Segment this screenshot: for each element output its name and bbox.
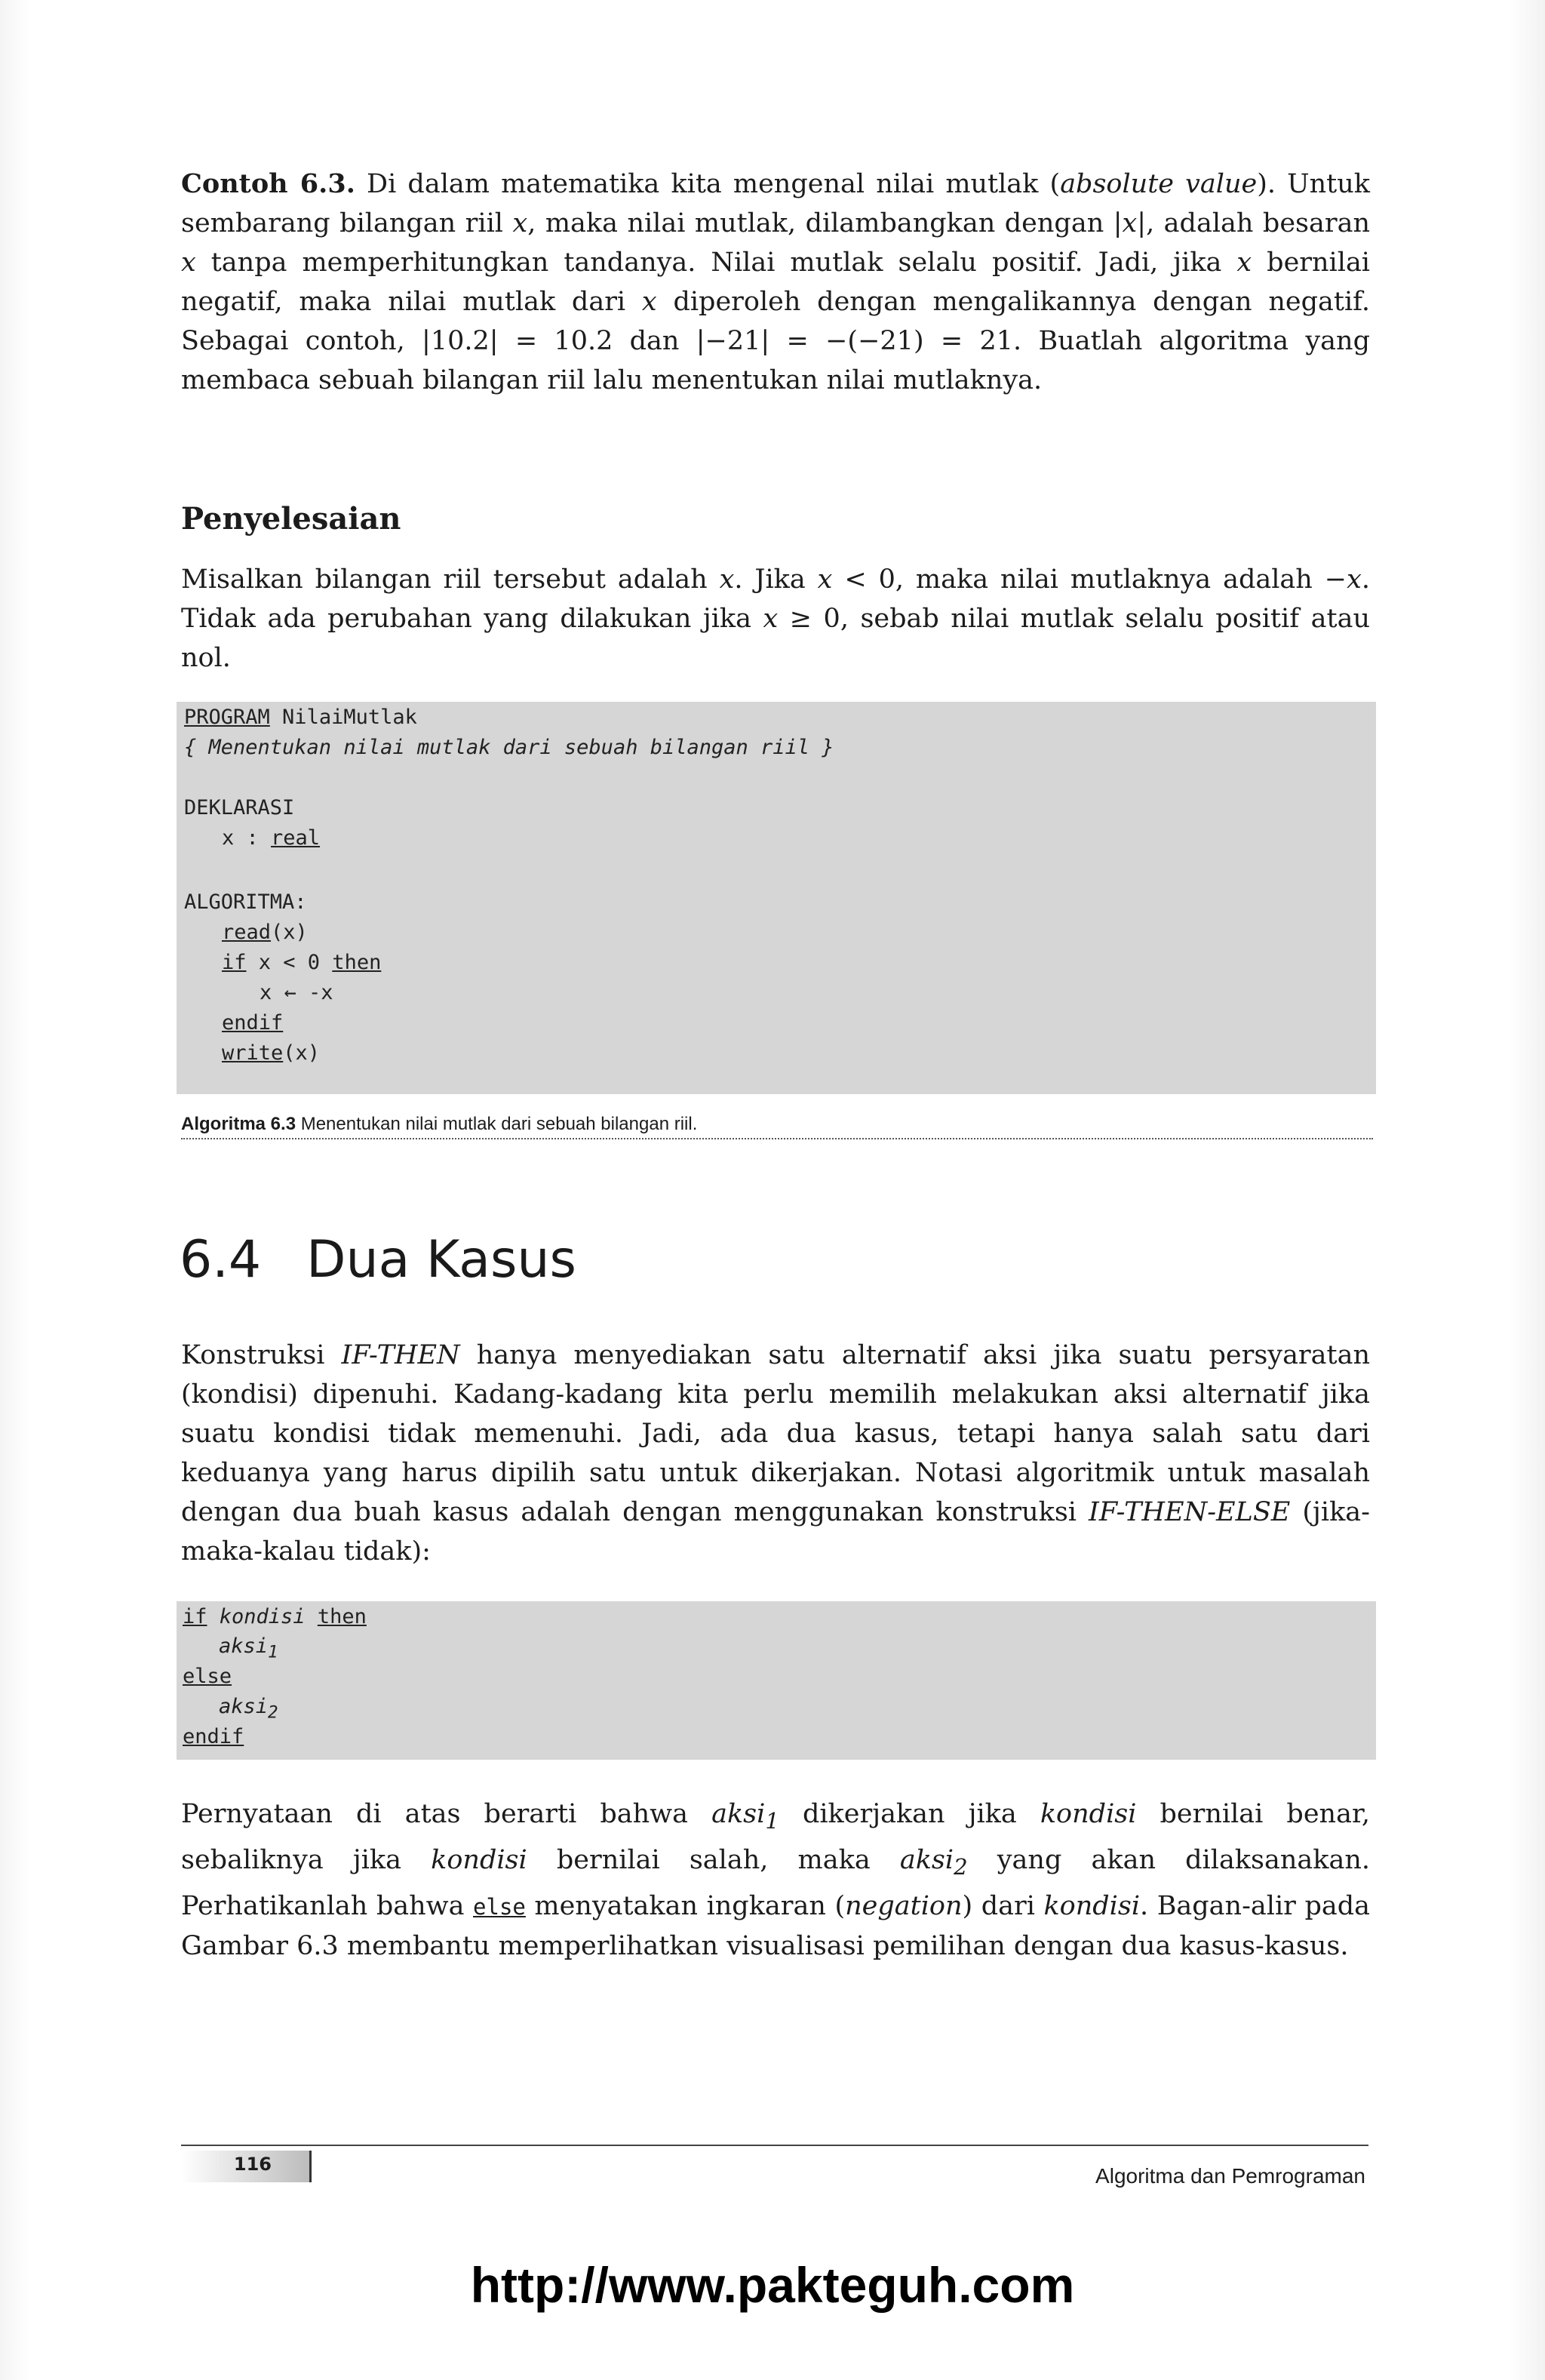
keyword-write: write — [222, 1041, 284, 1065]
ifelse-code-block — [177, 1601, 1376, 1760]
text-run: , maka nilai mutlak, dilambangkan dengan | — [527, 208, 1123, 238]
code-line-assign: x ← -x — [260, 981, 333, 1004]
decl-var: x : — [222, 826, 272, 850]
text-run: bernilai negatif, maka nilai mutlak dari — [181, 248, 1371, 317]
text-run: bernilai salah, maka — [527, 1845, 900, 1875]
caption-text: Menentukan nilai mutlak dari sebuah bilangan riil. — [296, 1114, 698, 1134]
text-run: (jika-maka-kalau tidak): — [181, 1497, 1371, 1567]
keyword-program: PROGRAM — [184, 706, 270, 729]
condition: kondisi — [207, 1605, 318, 1628]
text-run: ). Untuk sembarang bilangan riil — [181, 169, 1371, 238]
code-line-deklarasi: DEKLARASI — [184, 796, 295, 819]
code-line-read — [222, 921, 308, 944]
section-heading — [180, 1230, 576, 1290]
example-label: Contoh 6.3. — [181, 168, 355, 199]
text-run: IF-THEN — [341, 1340, 460, 1370]
aksi2: aksi — [219, 1695, 269, 1718]
code-line-else: else — [183, 1665, 232, 1688]
text-run: < 0, maka nilai mutlaknya adalah − — [832, 564, 1347, 595]
text-run: . Tidak ada perubahan yang dilakukan jika — [181, 564, 1370, 634]
footer-rule — [181, 2145, 1368, 2146]
keyword-if: if — [222, 951, 247, 974]
code-line-algoritma: ALGORITMA: — [184, 890, 307, 914]
if-condition: x < 0 — [246, 951, 333, 974]
text-run: x — [181, 248, 196, 278]
code-line-aksi1 — [219, 1634, 278, 1662]
text-run: absolute value — [1060, 169, 1258, 199]
aksi1-subscript: 1 — [268, 1642, 278, 1662]
keyword-real: real — [271, 826, 321, 850]
text-run: Di dalam matematika kita mengenal nilai mutlak ( — [367, 169, 1061, 199]
text-run: Konstruksi — [181, 1340, 342, 1370]
text-run: yang akan dilaksanakan. Perhatikanlah bahwa — [181, 1845, 1370, 1921]
subscript: 1 — [765, 1808, 779, 1834]
code-line-comment: { Menentukan nilai mutlak dari sebuah bilangan riil } — [184, 736, 834, 759]
text-run: ) dari — [962, 1891, 1044, 1921]
text-run: bernilai benar, sebaliknya jika — [181, 1799, 1370, 1875]
code-line-decl — [222, 826, 320, 850]
footer-book-title: Algoritma dan Pemrograman — [1095, 2164, 1365, 2188]
text-run: Pernyataan di atas berarti bahwa — [181, 1799, 712, 1829]
text-run: |, adalah besaran — [1137, 208, 1370, 238]
example-paragraph — [181, 165, 1370, 400]
text-run: aksi — [711, 1799, 766, 1829]
code-line-if — [183, 1605, 367, 1628]
write-arg: (x) — [283, 1041, 321, 1065]
text-run: diperoleh dengan mengalikannya dengan negatif. Sebagai contoh, |10.2| = 10.2 dan |−21| = −(−21) = 21. Buatlah algoritma yang membaca sebuah bilangan riil lalu menentukan nilai mutlaknya. — [181, 287, 1370, 395]
text-run: x — [763, 604, 779, 634]
keyword-then: then — [317, 1605, 367, 1628]
text-run: tanpa memperhitungkan tandanya. Nilai mutlak selalu positif. Jadi, jika — [195, 248, 1237, 278]
read-arg: (x) — [271, 921, 308, 944]
subscript: 2 — [954, 1854, 968, 1880]
solution-paragraph — [181, 560, 1370, 678]
keyword-read: read — [222, 921, 272, 944]
code-line-if — [222, 951, 381, 974]
text-run: Misalkan bilangan riil tersebut adalah — [181, 564, 720, 595]
section-number: 6.4 — [180, 1230, 262, 1290]
keyword-if: if — [183, 1605, 207, 1628]
algorithm-code-block — [177, 702, 1376, 1094]
program-name: NilaiMutlak — [269, 706, 417, 729]
code-line-endif: endif — [183, 1725, 244, 1748]
aksi2-subscript: 2 — [268, 1702, 278, 1723]
solution-heading: Penyelesaian — [181, 501, 401, 537]
inline-code-else: else — [473, 1894, 526, 1920]
code-line-aksi2 — [219, 1695, 278, 1722]
code-line-write — [222, 1041, 320, 1065]
keyword-then: then — [332, 951, 382, 974]
text-run: . Jika — [734, 564, 818, 595]
aksi1: aksi — [219, 1634, 269, 1658]
page-number: 116 — [233, 2154, 272, 2175]
watermark-url[interactable]: http://www.pakteguh.com — [470, 2257, 1075, 2313]
section-paragraph — [181, 1336, 1370, 1571]
code-line-program — [184, 706, 417, 729]
text-run: kondisi — [431, 1845, 527, 1875]
text-run: menyatakan ingkaran ( — [525, 1891, 846, 1921]
text-run: aksi — [899, 1845, 954, 1875]
text-run: kondisi — [1040, 1799, 1137, 1829]
text-run: x — [641, 287, 657, 317]
section-title: Dua Kasus — [306, 1230, 576, 1290]
code-line-endif: endif — [222, 1011, 284, 1035]
footer-page-box — [181, 2151, 312, 2182]
text-run: x — [1347, 564, 1362, 595]
explanation-paragraph — [181, 1794, 1370, 1966]
text-run: x — [719, 564, 735, 595]
text-run: negation — [845, 1891, 963, 1921]
algorithm-caption — [181, 1114, 1373, 1139]
text-run: kondisi — [1043, 1891, 1141, 1921]
text-run: IF-THEN-ELSE — [1089, 1497, 1291, 1527]
text-run: x — [1236, 248, 1252, 278]
text-run: dikerjakan jika — [779, 1799, 1040, 1829]
caption-label: Algoritma 6.3 — [181, 1114, 296, 1134]
text-run: x — [817, 564, 833, 595]
text-run: ≥ 0, sebab nilai mutlak selalu positif atau nol. — [181, 604, 1370, 673]
text-run: hanya menyediakan satu alternatif aksi jika suatu persyaratan (kondisi) dipenuhi. Kadang-kadang kita perlu memilih melakukan aksi alternatif jika suatu kondisi tidak memenuhi. Jadi, ada dua kasus, tetapi hanya salah satu dari keduanya yang harus dipilih satu untuk dikerjakan. Notasi algoritmik untuk masalah dengan dua buah kasus adalah dengan menggunakan konstruksi — [181, 1340, 1371, 1527]
text-run: . Bagan-alir pada Gambar 6.3 membantu memperlihatkan visualisasi pemilihan dengan dua kasus-kasus. — [181, 1891, 1370, 1961]
text-run: x — [512, 208, 528, 238]
text-run: x — [1122, 208, 1138, 238]
